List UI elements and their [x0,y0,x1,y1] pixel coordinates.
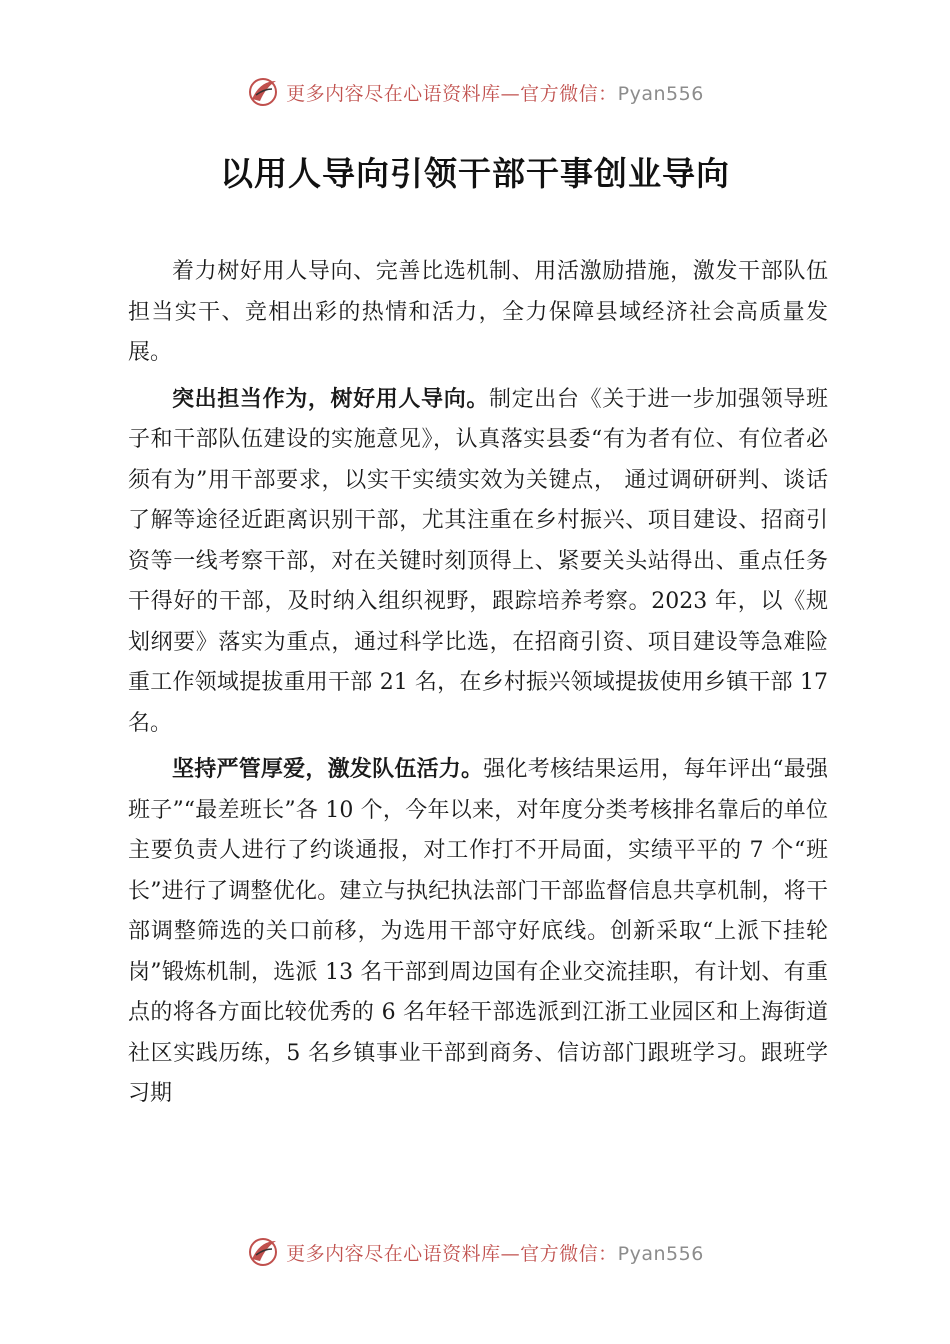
header-watermark-banner [0,72,950,112]
brand-logo-icon [246,1235,280,1269]
page-title: 以用人导向引领干部干事创业导向 [220,154,730,193]
footer-wechat-id: Pyan556 [617,1242,704,1265]
paragraph-section-1: 突出担当作为，树好用人导向。制定出台《关于进一步加强领导班子和干部队伍建设的实施意见》，认真落实县委“有为者有位、有位者必须有为”用干部要求，以实干实绩实效为关键点， 通过调研研判、谈话了解等途径近距离识别干部，尤其注重在乡村振兴、项目建设、招商引资等一线考察干部，对在关键时刻顶得上、紧要关头站得出、重点任务干得好的干部，及时纳入组织视野，跟踪培养考察。2023 年，以《规划纲要》落实为重点，通过科学比选，在招商引资、项目建设等急难险重工作领域提拔重用干部 21 名，在乡村振兴领域提拔使用乡镇干部 17 名。 [128,386,828,736]
section-2-heading: 坚持严管厚爱，激发队伍活力。 [172,757,484,782]
header-wechat-id: Pyan556 [617,82,704,105]
footer-watermark-banner [0,1232,950,1272]
footer-banner-text: 更多内容尽在心语资料库—官方微信：Pyan556 [286,1242,704,1265]
section-1-heading: 突出担当作为，树好用人导向。 [172,386,489,412]
header-banner-text: 更多内容尽在心语资料库—官方微信：Pyan556 [286,82,704,105]
document-body [128,252,828,1121]
paragraph-section-2: 坚持严管厚爱，激发队伍活力。强化考核结果运用，每年评出“最强班子”“最差班长”各 10 个，今年以来，对年度分类考核排名靠后的单位主要负责人进行了约谈通报，对工作打不开局面，实绩平平的 7 个“班长”进行了调整优化。建立与执纪执法部门干部监督信息共享机制，将干部调整筛选的关口前移，为选用干部守好底线。创新采取“上派下挂轮岗”锻炼机制，选派 13 名干部到周边国有企业交流挂职，有计划、有重点的将各方面比较优秀的 6 名年轻干部选派到江浙工业园区和上海街道社区实践历练，5 名乡镇事业干部到商务、信访部门跟班学习。跟班学习期 [128,757,828,1106]
paragraph-intro: 着力树好用人导向、完善比选机制、用活激励措施，激发干部队伍担当实干、竞相出彩的热情和活力，全力保障县域经济社会高质量发展。 [128,259,828,365]
brand-logo-icon [246,75,280,109]
